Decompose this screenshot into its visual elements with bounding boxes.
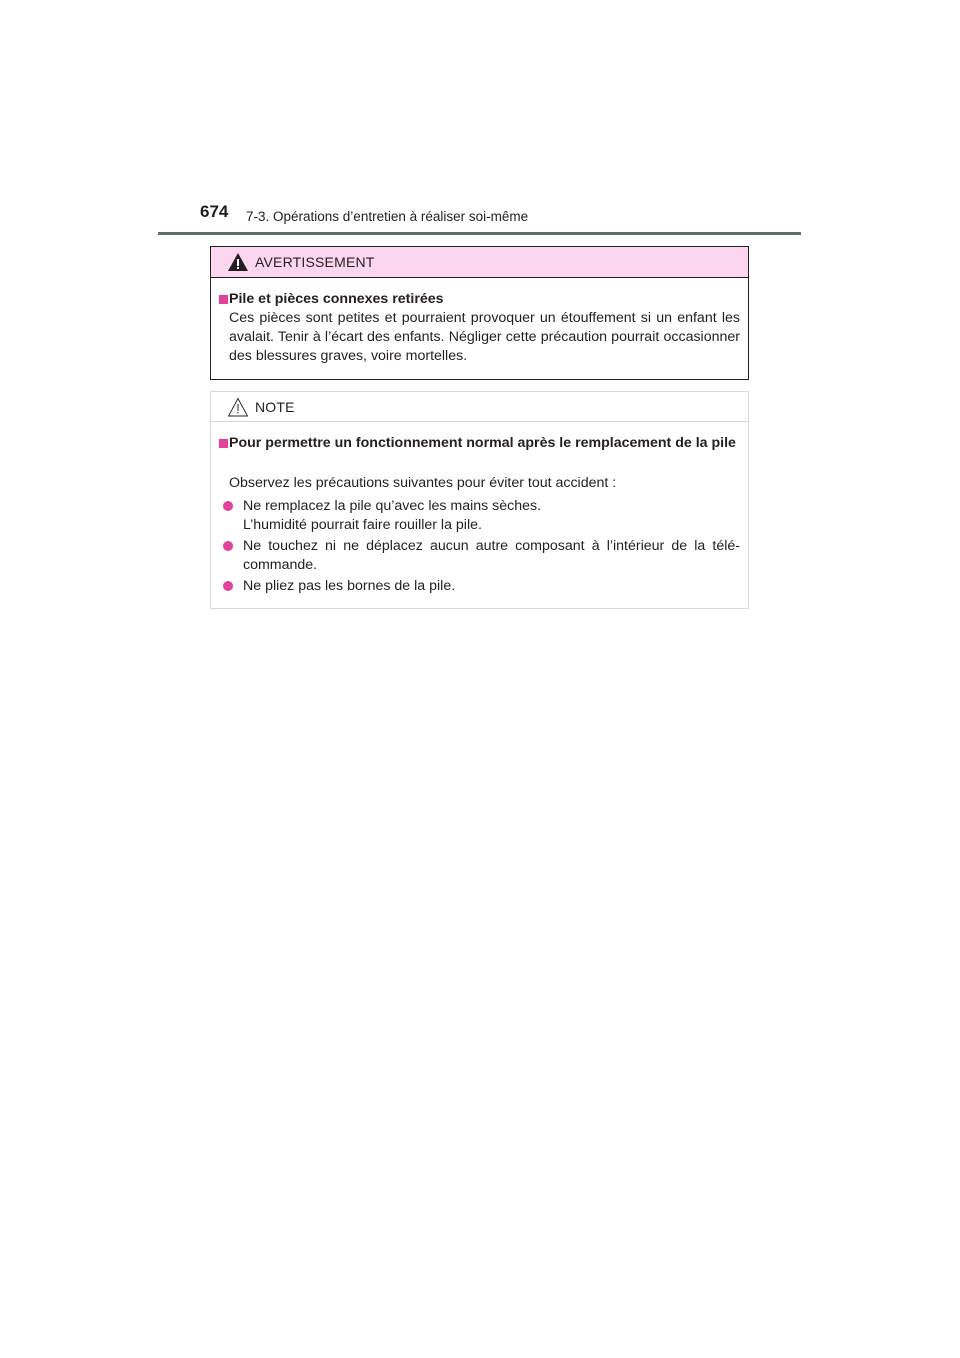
list-item-text: Ne touchez ni ne déplacez aucun autre composant à l’intérieur de la télé-commande. [243,538,740,573]
note-box [210,391,749,609]
circle-bullet-icon [223,501,233,511]
note-label: NOTE [255,399,295,415]
note-intro [219,474,740,493]
circle-bullet-icon [223,581,233,591]
note-heading [219,434,740,453]
note-header [211,392,748,422]
note-heading-text: Pour permettre un fonctionnement normal après le remplacement de la pile [229,435,736,451]
list-item-text: Ne pliez pas les bornes de la pile. [243,578,456,594]
section-title: 7-3. Opérations d’entretien à réaliser soi-même [246,209,529,224]
warning-heading [219,290,740,309]
warning-header [211,247,748,278]
circle-bullet-icon [223,541,233,551]
caution-triangle-outline-icon [227,397,249,417]
square-bullet-icon [219,295,228,304]
warning-box [210,246,749,380]
note-intro-text: Observez les précautions suivantes pour éviter tout accident : [229,475,617,491]
list-item-subtext: L’humidité pourrait faire rouiller la pile. [243,517,482,533]
list-item-text: Ne remplacez la pile qu’avec les mains sèches. [243,498,542,514]
warning-label: AVERTISSEMENT [255,254,375,270]
warning-heading-text: Pile et pièces connexes retirées [229,291,444,307]
warning-triangle-filled-icon [227,252,249,272]
square-bullet-icon [219,439,228,448]
header-rule [158,232,801,235]
warning-body-text: Ces pièces sont petites et pourraient provoquer un étouffement si un enfant les avalait. Tenir à l’écart des enfants. Négliger cette précaution pourrait occasionner des blessures graves, voire mortelles. [229,310,740,364]
warning-body [219,309,740,366]
page-number: 674 [200,202,229,221]
